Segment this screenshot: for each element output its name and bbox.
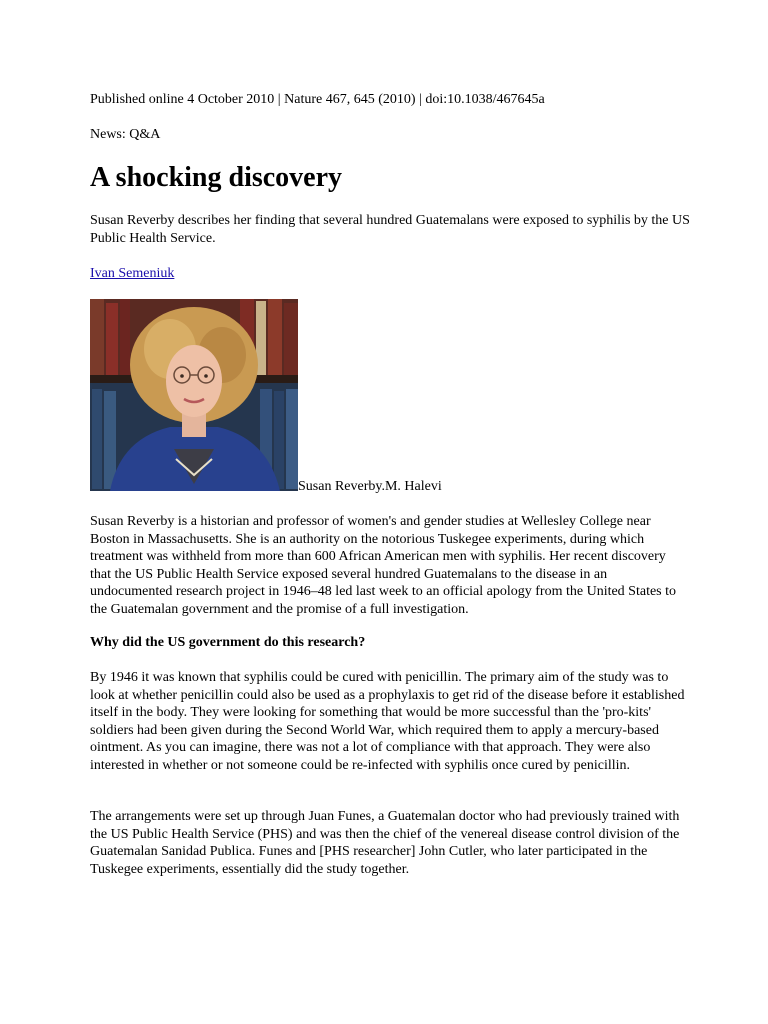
author-photo bbox=[90, 299, 298, 491]
photo-caption: Susan Reverby.M. Halevi bbox=[298, 479, 442, 494]
publication-meta: Published online 4 October 2010 | Nature 467, 645 (2010) | doi:10.1038/467645a bbox=[90, 92, 545, 107]
author-link[interactable]: Ivan Semeniuk bbox=[90, 266, 175, 281]
article-paragraph: By 1946 it was known that syphilis could be cured with penicillin. The primary aim of the study was to look at whether penicillin could also be used as a prophylaxis to get rid of the disease before it established itself in the body. They were looking for something that would be more successful than the 'pro-kits' soldiers had been given during the Second World War, which required them to apply a mercury-based ointment. As you can imagine, there was not a lot of compliance with that approach. They were also interested in whether or not someone could be re-infected with syphilis once cured by penicillin. bbox=[90, 670, 685, 773]
article-title: A shocking discovery bbox=[90, 162, 343, 193]
section-label: News: Q&A bbox=[90, 127, 161, 142]
article-lede: Susan Reverby describes her finding that several hundred Guatemalans were exposed to syphilis by the US Public Health Service. bbox=[90, 213, 690, 246]
article-paragraph: Susan Reverby is a historian and professor of women's and gender studies at Wellesley College near Boston in Massachusetts. She is an authority on the notorious Tuskegee experiments, during which treatment was withheld from more than 600 African American men with syphilis. Her recent discovery that the US Public Health Service exposed several hundred Guatemalans to the disease in an undocumented research project in 1946–48 led last week to an official apology from the United States to the Guatemalan government and the promise of a full investigation. bbox=[90, 514, 677, 617]
article-paragraph: The arrangements were set up through Juan Funes, a Guatemalan doctor who had previously trained with the US Public Health Service (PHS) and was then the chief of the venereal disease control division of the Guatemalan Sanidad Publica. Funes and [PHS researcher] John Cutler, who later participated in the Tuskegee experiments, essentially did the study together. bbox=[90, 809, 680, 877]
interview-question: Why did the US government do this research? bbox=[90, 635, 366, 650]
